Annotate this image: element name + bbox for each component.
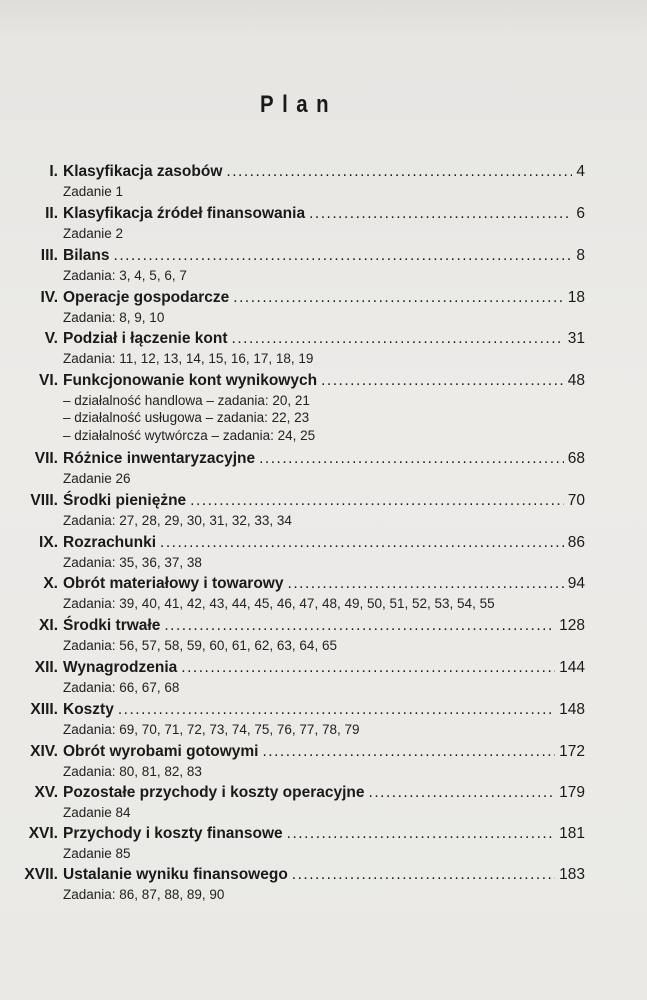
entry-number: X. — [43, 575, 58, 592]
page-title: Plan — [259, 91, 338, 118]
entry-number: VII. — [34, 450, 58, 467]
entry-page-number: 172 — [559, 743, 585, 760]
entry-subline: Zadania: 69, 70, 71, 72, 73, 74, 75, 76, 77, 78, 79 — [63, 722, 360, 737]
entry-page-number: 31 — [567, 330, 585, 347]
entry-subline: Zadania: 56, 57, 58, 59, 60, 61, 62, 63, 64, 65 — [63, 638, 337, 653]
dot-leader — [262, 743, 555, 761]
dot-leader — [118, 701, 555, 719]
entry-title: Przychody i koszty finansowe — [63, 825, 283, 842]
entry-subline: Zadania: 27, 28, 29, 30, 31, 32, 33, 34 — [63, 513, 292, 528]
entry-page-number: 68 — [567, 450, 585, 467]
entry-title: Klasyfikacja zasobów — [63, 163, 223, 180]
dot-leader — [287, 825, 555, 843]
dot-leader — [292, 866, 555, 884]
dot-leader — [259, 450, 564, 468]
dot-leader — [233, 289, 563, 307]
dot-leader — [164, 617, 555, 635]
entry-subline: Zadania: 8, 9, 10 — [63, 310, 165, 325]
entry-subline: Zadania: 86, 87, 88, 89, 90 — [63, 887, 225, 902]
entry-title: Koszty — [63, 701, 114, 718]
entry-subline: Zadanie 2 — [63, 226, 124, 241]
entry-page-number: 70 — [567, 492, 585, 509]
entry-subline: – działalność handlowa – zadania: 20, 21 — [63, 393, 310, 408]
entry-subline: Zadania: 35, 36, 37, 38 — [63, 555, 202, 570]
entry-title: Klasyfikacja źródeł finansowania — [63, 205, 306, 222]
entry-heading-line — [63, 372, 585, 390]
entry-title: Podział i łączenie kont — [63, 330, 228, 347]
entry-page-number: 94 — [567, 575, 585, 592]
entry-subline: – działalność usługowa – zadania: 22, 23 — [63, 410, 310, 425]
entry-heading-line — [63, 784, 585, 802]
entry-heading-line — [63, 701, 585, 719]
entry-number: IV. — [40, 289, 58, 306]
entry-page-number: 144 — [559, 659, 585, 676]
entry-number: I. — [49, 163, 58, 180]
entry-title: Rozrachunki — [63, 534, 157, 551]
entry-heading-line — [63, 743, 585, 761]
entry-heading-line — [63, 163, 585, 181]
entry-page-number: 128 — [559, 617, 585, 634]
entry-title: Środki trwałe — [63, 617, 161, 634]
entry-heading-line — [63, 866, 585, 884]
entry-title: Pozostałe przychody i koszty operacyjne — [63, 784, 365, 801]
entry-number: IX. — [39, 534, 58, 551]
entry-subline: Zadania: 80, 81, 82, 83 — [63, 764, 202, 779]
dot-leader — [232, 330, 564, 348]
entry-page-number: 48 — [567, 372, 585, 389]
entry-subline: Zadania: 39, 40, 41, 42, 43, 44, 45, 46, 47, 48, 49, 50, 51, 52, 53, 54, 55 — [63, 596, 495, 611]
entry-number: II. — [45, 205, 58, 222]
entry-number: XVI. — [28, 825, 58, 842]
entry-title: Obrót materiałowy i towarowy — [63, 575, 284, 592]
entry-number: XIII. — [30, 701, 58, 718]
entry-subline: Zadanie 26 — [63, 471, 131, 486]
dot-leader — [369, 784, 556, 802]
entry-heading-line — [63, 617, 585, 635]
entry-subline: Zadanie 85 — [63, 846, 131, 861]
entry-page-number: 179 — [559, 784, 585, 801]
entry-title: Bilans — [63, 247, 110, 264]
entry-heading-line — [63, 492, 585, 510]
entry-heading-line — [63, 534, 585, 552]
entry-subline: Zadania: 11, 12, 13, 14, 15, 16, 17, 18, 19 — [63, 351, 314, 366]
entry-heading-line — [63, 330, 585, 348]
entry-page-number: 183 — [559, 866, 585, 883]
entry-title: Różnice inwentaryzacyjne — [63, 450, 256, 467]
entry-subline: Zadania: 66, 67, 68 — [63, 680, 180, 695]
entry-number: XV. — [34, 784, 58, 801]
entry-subline: Zadanie 84 — [63, 805, 131, 820]
entry-title: Środki pieniężne — [63, 492, 187, 509]
entry-heading-line — [63, 289, 585, 307]
entry-subline: Zadanie 1 — [63, 184, 124, 199]
entry-page-number: 181 — [559, 825, 585, 842]
dot-leader — [321, 372, 564, 390]
dot-leader — [190, 492, 564, 510]
entry-title: Obrót wyrobami gotowymi — [63, 743, 259, 760]
dot-leader — [114, 247, 573, 265]
entry-number: III. — [40, 247, 58, 264]
entry-heading-line — [63, 205, 585, 223]
entry-heading-line — [63, 825, 585, 843]
dot-leader — [160, 534, 564, 552]
entry-title: Ustalanie wyniku finansowego — [63, 866, 288, 883]
entry-page-number: 4 — [576, 163, 585, 180]
entry-number: XVII. — [24, 866, 58, 883]
entry-page-number: 86 — [567, 534, 585, 551]
entry-heading-line — [63, 450, 585, 468]
entry-number: VI. — [39, 372, 58, 389]
entry-heading-line — [63, 575, 585, 593]
entry-page-number: 8 — [576, 247, 585, 264]
dot-leader — [181, 659, 555, 677]
dot-leader — [226, 163, 572, 181]
entry-title: Funkcjonowanie kont wynikowych — [63, 372, 318, 389]
dot-leader — [309, 205, 572, 223]
entry-number: VIII. — [30, 492, 58, 509]
entry-page-number: 148 — [559, 701, 585, 718]
entry-page-number: 6 — [576, 205, 585, 222]
entry-title: Wynagrodzenia — [63, 659, 178, 676]
entry-subline: Zadania: 3, 4, 5, 6, 7 — [63, 268, 187, 283]
entry-number: XII. — [34, 659, 58, 676]
entry-number: XIV. — [30, 743, 58, 760]
entry-subline: – działalność wytwórcza – zadania: 24, 25 — [63, 428, 316, 443]
entry-page-number: 18 — [567, 289, 585, 306]
entry-heading-line — [63, 247, 585, 265]
entry-title: Operacje gospodarcze — [63, 289, 230, 306]
dot-leader — [288, 575, 564, 593]
entry-number: V. — [44, 330, 58, 347]
entry-heading-line — [63, 659, 585, 677]
entry-number: XI. — [39, 617, 58, 634]
